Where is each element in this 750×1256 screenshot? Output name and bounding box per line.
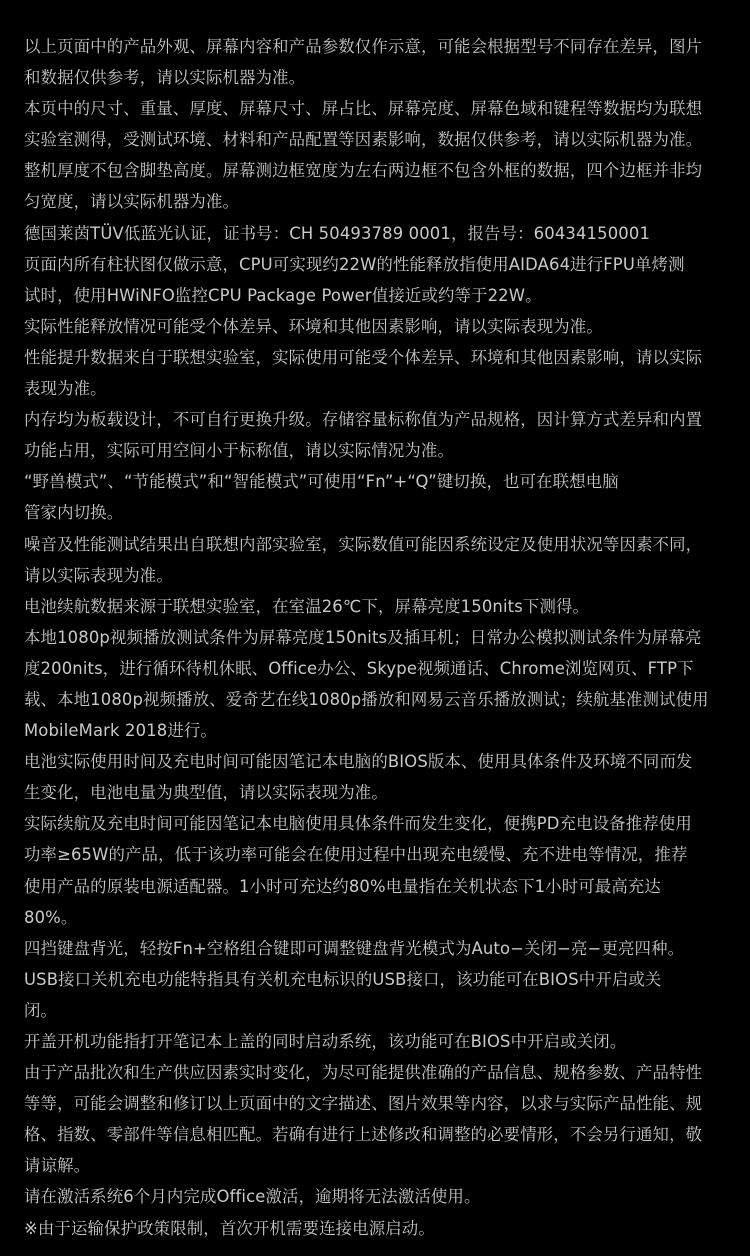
text-line: 本地1080p视频播放测试条件为屏幕亮度150nits及插耳机；日常办公模拟测试条件为屏幕亮: [24, 627, 702, 647]
text-line: 本页中的尺寸、重量、厚度、屏幕尺寸、屏占比、屏幕亮度、屏幕色域和键程等数据均为联想: [24, 99, 703, 119]
text-line: 80%。: [24, 907, 78, 927]
text-line: 德国莱茵TÜV低蓝光认证，证书号：CH 50493789 0001，报告号：60434150001: [24, 223, 651, 243]
text-line: 和数据仅供参考，请以实际机器为准。: [24, 68, 306, 88]
text-line: USB接口关机充电功能特指具有关机充电标识的USB接口，该功能可在BIOS中开启或关: [24, 969, 662, 989]
text-line: 使用产品的原装电源适配器。1小时可充达约80%电量指在关机状态下1小时可最高充达: [24, 876, 661, 896]
text-line: 开盖开机功能指打开笔记本上盖的同时启动系统，该功能可在BIOS中开启或关闭。: [24, 1032, 627, 1051]
text-line: 噪音及性能测试结果出自联想内部实验室，实际数值可能因系统设定及使用状况等因素不同，: [24, 534, 703, 554]
text-line: 电池实际使用时间及充电时间可能因笔记本电脑的BIOS版本、使用具体条件及环境不同而发: [24, 752, 693, 772]
text-line: 内存均为板载设计，不可自行更换升级。存储容量标称值为产品规格，因计算方式差异和内置: [24, 410, 703, 430]
text-line: 生变化，电池电量为典型值，请以实际表现为准。: [24, 783, 388, 803]
text-line: 格、指数、零部件等信息相匹配。若确有进行上述修改和调整的必要情形，不会另行通知，敬: [24, 1125, 703, 1145]
text-line: 闭。: [24, 1000, 58, 1020]
text-line: 由于产品批次和生产供应因素实时变化，为尽可能提供准确的产品信息、规格参数、产品特性: [24, 1063, 703, 1083]
text-line: 度200nits，进行循环待机休眠、Office办公、Skype视频通话、Chrome浏览网页、FTP下: [24, 658, 694, 678]
text-line: 四挡键盘背光，轻按Fn+空格组合键即可调整键盘背光模式为Auto−关闭−亮−更亮四种。: [24, 938, 685, 958]
text-line: 管家内切换。: [24, 503, 124, 523]
text-line: 整机厚度不包含脚垫高度。屏幕测边框宽度为左右两边框不包含外框的数据，四个边框并非均: [24, 161, 703, 181]
text-line: “野兽模式”、“节能模式”和“智能模式”可使用“Fn”+“Q”键切换，也可在联想电脑: [24, 472, 619, 492]
text-line: 电池续航数据来源于联想实验室，在室温26℃下，屏幕亮度150nits下测得。: [24, 596, 590, 616]
text-line: 功能占用，实际可用空间小于标称值，请以实际情况为准。: [24, 441, 455, 461]
text-line: 载、本地1080p视频播放、爱奇艺在线1080p播放和网易云音乐播放测试；续航基准测试使用: [24, 689, 709, 709]
text-line: MobileMark 2018进行。: [24, 721, 217, 741]
text-line: 功率≥65W的产品，低于该功率可能会在使用过程中出现充电缓慢、充不进电等情况，推荐: [24, 845, 688, 865]
text-line: 性能提升数据来自于联想实验室，实际使用可能受个体差异、环境和其他因素影响，请以实际: [24, 347, 703, 367]
text-line: 等等，可能会调整和修订以上页面中的文字描述、图片效果等内容，以求与实际产品性能、规: [24, 1094, 703, 1114]
text-line: 请谅解。: [24, 1156, 91, 1176]
text-line: 实际续航及充电时间可能因笔记本电脑使用具体条件而发生变化，便携PD充电设备推荐使用: [24, 814, 692, 834]
text-line: 以上页面中的产品外观、屏幕内容和产品参数仅作示意，可能会根据型号不同存在差异，图片: [24, 37, 703, 56]
text-line: 实验室测得，受测试环境、材料和产品配置等因素影响，数据仅供参考，请以实际机器为准。: [24, 130, 703, 150]
text-line: 匀宽度，请以实际机器为准。: [24, 192, 240, 212]
text-line: 实际性能释放情况可能受个体差异、环境和其他因素影响，请以实际表现为准。: [24, 316, 603, 336]
text-line: 页面内所有柱状图仅做示意，CPU可实现约22W的性能释放指使用AIDA64进行FPU单烤测: [24, 254, 685, 274]
text-line: 请在激活系统6个月内完成Office激活，逾期将无法激活使用。: [24, 1187, 481, 1207]
text-line: 试时，使用HWiNFO监控CPU Package Power值接近或约等于22W。: [24, 285, 542, 305]
text-line: ※由于运输保护政策限制，首次开机需要连接电源启动。: [24, 1218, 435, 1238]
text-line: 表现为准。: [24, 379, 107, 399]
text-line: 请以实际表现为准。: [24, 565, 173, 585]
